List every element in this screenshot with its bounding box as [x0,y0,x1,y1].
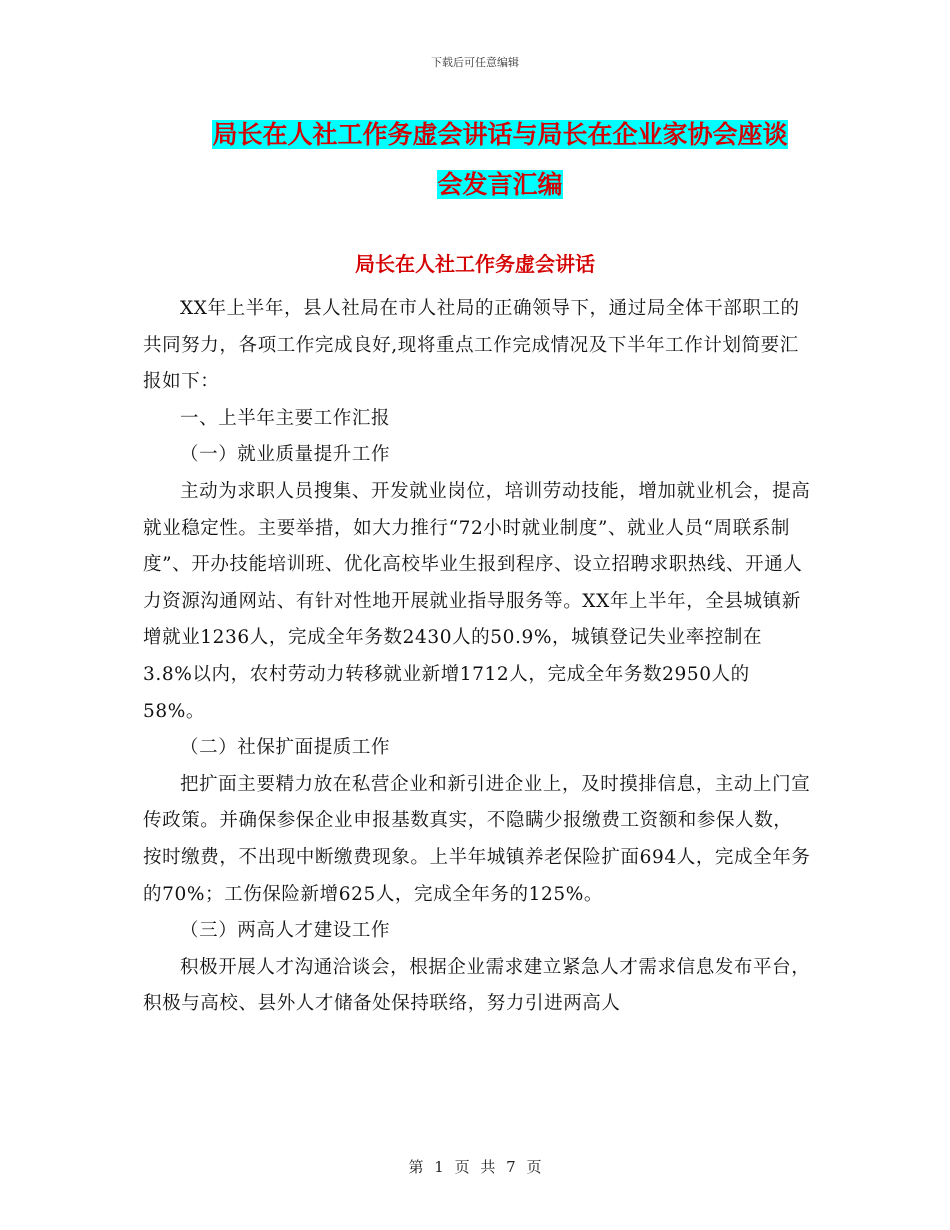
paragraph-employment: 主动为求职人员搜集、开发就业岗位，培训劳动技能，增加就业机会，提高就业稳定性。主要举措，如大力推行“72小时就业制度”、就业人员“周联系制度”、开办技能培训班、优化高校毕业生报到程序、设立招聘求职热线、开通人力资源沟通网站、有针对性地开展就业指导服务等。XX年上半年，全县城镇新增就业1236人，完成全年务数2430人的50.9%，城镇登记失业率控制在3.8%以内，农村劳动力转移就业新增1712人，完成全年务数2950人的58%。 [143,480,811,722]
document-title-line-2: 会发言汇编 [437,170,563,199]
document-title-line-1: 局长在人社工作务虚会讲话与局长在企业家协会座谈 [212,120,788,149]
page-footer: 第 1 页 共 7 页 [408,1158,542,1176]
paragraph-talent: 积极开展人才沟通洽谈会，根据企业需求建立紧急人才需求信息发布平台，积极与高校、县外人才储备处保持联络，努力引进两高人 [143,956,811,1015]
section-title: 局长在人社工作务虚会讲话 [355,252,595,276]
heading-social-security: （二）社保扩面提质工作 [180,737,391,759]
heading-level-1: 一、上半年主要工作汇报 [180,407,391,429]
heading-talent: （三）两高人才建设工作 [180,920,391,942]
header-note: 下载后可任意编辑 [431,56,519,69]
body-text [143,291,811,1023]
paragraph-intro: XX年上半年，县人社局在市人社局的正确领导下，通过局全体干部职工的共同努力，各项工作完成良好,现将重点工作完成情况及下半年工作计划简要汇报如下： [143,298,800,393]
heading-employment: （一）就业质量提升工作 [180,444,391,466]
document-title [100,110,900,210]
paragraph-social-security: 把扩面主要精力放在私营企业和新引进企业上，及时摸排信息，主动上门宣传政策。并确保参保企业申报基数真实，不隐瞒少报缴费工资额和参保人数，按时缴费，不出现中断缴费现象。上半年城镇养老保险扩面694人，完成全年务的70%；工伤保险新增625人，完成全年务的125%。 [143,773,811,905]
